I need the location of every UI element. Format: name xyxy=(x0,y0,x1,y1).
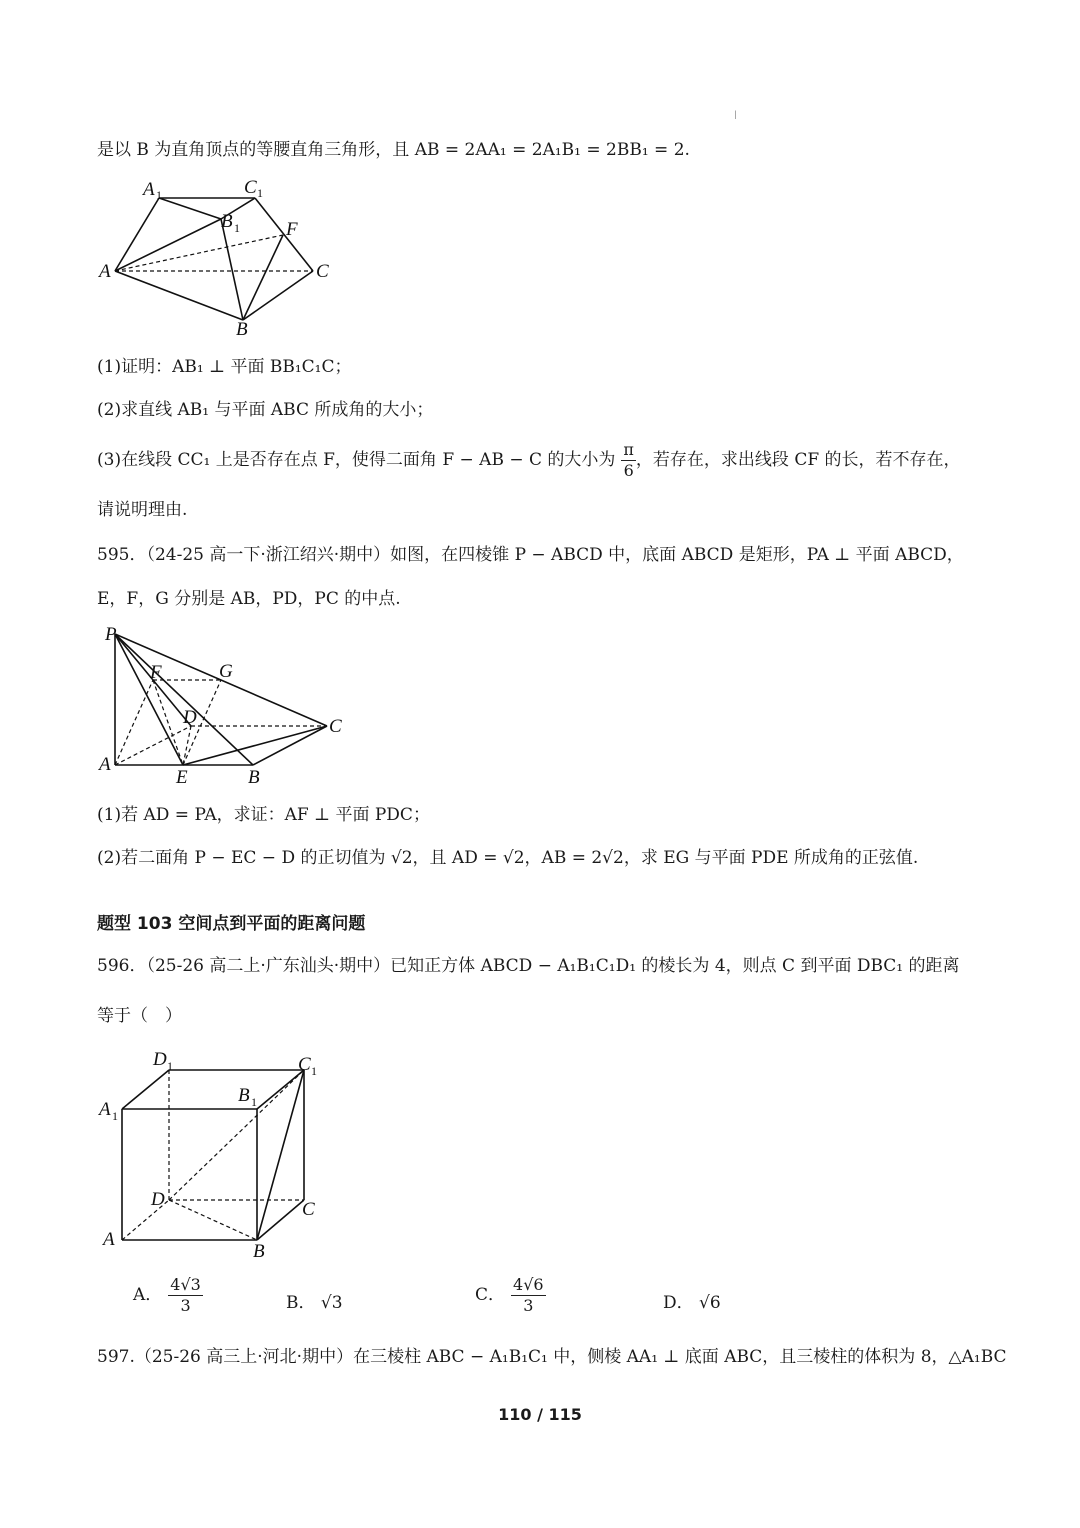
label-E: E xyxy=(176,767,188,788)
q3-text-b: ，若存在，求出线段 CF 的长，若不存在， xyxy=(635,450,961,470)
label-A: A xyxy=(99,261,111,282)
option-c-numerator: 4√6 xyxy=(513,1275,544,1294)
label-C1: C xyxy=(244,177,257,198)
option-b-value: √3 xyxy=(320,1293,343,1313)
option-a-label: A． xyxy=(133,1285,163,1305)
label-C: C xyxy=(302,1199,315,1220)
option-a-numerator: 4√3 xyxy=(170,1275,201,1294)
label-C1: C xyxy=(298,1054,311,1075)
corner-mark: | xyxy=(734,110,737,119)
label-P: P xyxy=(105,624,117,645)
option-a-denominator: 3 xyxy=(180,1296,191,1315)
problem-594-q3-end: 请说明理由. xyxy=(97,500,188,520)
label-A1: A xyxy=(143,179,155,200)
label-C: C xyxy=(316,261,329,282)
problem-594-condition: 是以 B 为直角顶点的等腰直角三角形，且 AB = 2AA₁ = 2A₁B₁ = 2BB₁ = 2. xyxy=(97,140,690,160)
problem-595-q2: (2)若二面角 P − EC − D 的正切值为 √2，且 AD = √2，AB = 2√2，求 EG 与平面 PDE 所成角的正弦值. xyxy=(97,848,919,868)
fraction-denominator: 6 xyxy=(623,461,634,480)
label-F: F xyxy=(286,219,298,240)
label-B1-sub: 1 xyxy=(234,221,240,235)
problem-594-q1: (1)证明：AB₁ ⊥ 平面 BB₁C₁C； xyxy=(97,357,352,377)
problem-596-stem-2: 等于（ ） xyxy=(97,1006,182,1026)
label-B1-sub: 1 xyxy=(251,1095,257,1109)
figure-595-pyramid xyxy=(95,622,355,792)
label-A: A xyxy=(103,1229,115,1250)
fraction-pi-over-6 xyxy=(621,440,636,481)
option-a[interactable] xyxy=(133,1275,203,1316)
label-B1: B xyxy=(221,211,233,232)
q3-text-a: (3)在线段 CC₁ 上是否存在点 F，使得二面角 F − AB − C 的大小为 xyxy=(97,450,616,470)
option-c-denominator: 3 xyxy=(523,1296,534,1315)
label-D1-sub: 1 xyxy=(167,1059,173,1073)
option-d-value: √6 xyxy=(699,1293,721,1313)
label-A: A xyxy=(99,754,111,775)
label-D1: D xyxy=(153,1049,167,1070)
option-a-fraction xyxy=(168,1275,203,1316)
label-A1: A xyxy=(99,1099,111,1120)
label-B: B xyxy=(236,319,248,340)
problem-595-stem: 595．（24-25 高一下·浙江绍兴·期中）如图，在四棱锥 P − ABCD 中，底面 ABCD 是矩形，PA ⊥ 平面 ABCD， xyxy=(97,545,964,565)
option-c-label: C． xyxy=(475,1285,506,1305)
label-B: B xyxy=(253,1241,265,1262)
problem-596-stem: 596．（25-26 高二上·广东汕头·期中）已知正方体 ABCD − A₁B₁C₁D₁ 的棱长为 4，则点 C 到平面 DBC₁ 的距离 xyxy=(97,956,960,976)
problem-595-q1: (1)若 AD = PA，求证：AF ⊥ 平面 PDC； xyxy=(97,805,430,825)
label-G: G xyxy=(219,661,233,682)
option-c-fraction xyxy=(511,1275,546,1316)
label-C: C xyxy=(329,716,342,737)
fraction-numerator: π xyxy=(623,440,634,459)
label-B: B xyxy=(248,767,260,788)
figure-594-solid xyxy=(95,175,345,345)
label-D: D xyxy=(151,1189,165,1210)
section-heading: 题型 103 空间点到平面的距离问题 xyxy=(97,914,366,934)
option-c[interactable] xyxy=(475,1275,546,1316)
figure-596-cube xyxy=(95,1045,335,1265)
label-D: D xyxy=(183,707,197,728)
option-d[interactable] xyxy=(663,1288,721,1313)
label-A1-sub: 1 xyxy=(156,188,162,202)
problem-595-stem-2: E，F，G 分别是 AB，PD，PC 的中点. xyxy=(97,589,401,609)
label-F: F xyxy=(150,662,162,683)
problem-594-q3 xyxy=(97,438,961,482)
label-C1-sub: 1 xyxy=(311,1064,317,1078)
page-number: 110 / 115 xyxy=(498,1405,582,1424)
problem-597-stem: 597.（25-26 高三上·河北·期中）在三棱柱 ABC − A₁B₁C₁ 中，侧棱 AA₁ ⊥ 底面 ABC，且三棱柱的体积为 8，△A₁BC xyxy=(97,1347,1007,1367)
label-C1-sub: 1 xyxy=(257,186,263,200)
option-d-label: D． xyxy=(663,1293,694,1313)
option-b[interactable] xyxy=(286,1288,343,1313)
label-B1: B xyxy=(238,1085,250,1106)
label-A1-sub: 1 xyxy=(112,1109,118,1123)
option-b-label: B． xyxy=(286,1293,316,1313)
problem-594-q2: (2)求直线 AB₁ 与平面 ABC 所成角的大小； xyxy=(97,400,434,420)
